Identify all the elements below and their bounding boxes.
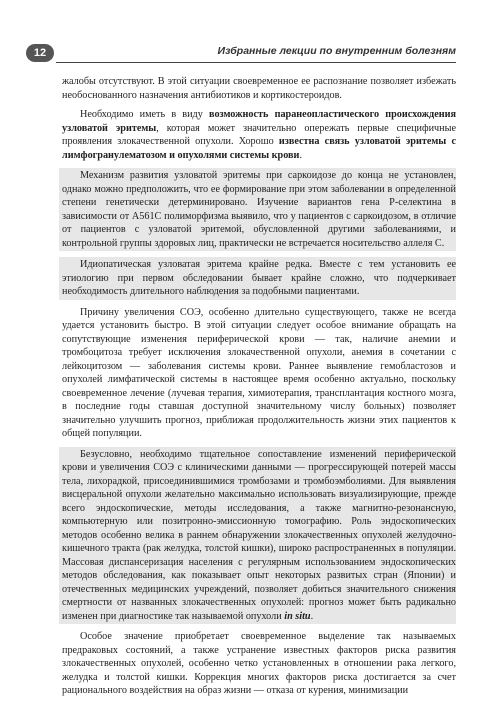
paragraph-2-text-c: .	[299, 149, 302, 161]
paragraph-3-text: Механизм развития узловатой эритемы при саркоидозе до конца не установлен, однако можно предположить, что ее формирование при этом заболевании в определенной степени генетически детерминировано. Изучение вариантов гена Р-селектина в зависимости от А561С полиморфизма выявило, что у пациентов с саркоидозом, в отличие от пациентов с узловатой эритемой, обусловленной другими заболеваниями, и контрольной группы здоровых лиц, практически не встречается носительство аллеля С.	[62, 170, 456, 249]
paragraph-2-text-b: , которая может значительно опережать первые специфичные проявления злокачественной опухоли. Хорошо	[62, 122, 456, 147]
paragraph-2	[59, 108, 456, 162]
paragraph-2-bold-a: возможность паранеопластического происхождения узловатой эритемы	[62, 109, 456, 134]
paragraph-1-text: жалобы отсутствуют. В этой ситуации своевременное ее распознание позволяет избежать необоснованного назначения антибиотиков и кортикостероидов.	[62, 76, 456, 101]
paragraph-5-text: Причину увеличения СОЭ, особенно длительно существующего, также не всегда удается установить быстро. В этой ситуации следует особое внимание обращать на сопутствующие изменения периферической крови — так, наличие анемии и тромбоцитоза требует исключения злокачественной опухоли, анемия в сочетании с лейкоцитозом — заболевания системы крови. Раннее выявление гемобластозов и опухолей лимфатической системы в настоящее время особенно актуально, поскольку своевременное лечение (лучевая терапия, химиотерапия, трансплантация костного мозга, в последние годы ставшая доступной значительному числу больных) позволяет значительно улучшить прогноз, приближая продолжительность жизни этих пациентов к общей популяции.	[62, 306, 456, 439]
main-text	[59, 75, 456, 704]
paragraph-6-end: .	[310, 610, 314, 622]
paragraph-3-shaded	[59, 168, 456, 251]
paragraph-6-shaded	[59, 447, 456, 625]
paragraph-5	[59, 306, 456, 441]
paragraph-4-text: Идиопатическая узловатая эритема крайне редка. Вместе с тем установить ее этиологию при первом обследовании бывает крайне сложно, что подчеркивает необходимость длительного наблюдения за подобными пациентами.	[62, 259, 456, 297]
paragraph-2-bold-b: известна связь узловатой эритемы с лимфогранулематозом и опухолями системы крови	[62, 136, 456, 161]
paragraph-1	[59, 75, 456, 102]
page-header	[26, 44, 456, 62]
paragraph-7-text: Особое значение приобретает своевременное выделение так называемых предраковых состояний, а также устранение известных факторов риска развития злокачественных опухолей, особенно четко установленных в отношении рака легкого, желудка и толстой кишки. Коррекция многих факторов риска достигается за счет рационального воздействия на образ жизни — отказа от курения, минимизации	[62, 631, 456, 696]
paragraph-6-text: Безусловно, необходимо тщательное сопоставление изменений периферической крови и увеличения СОЭ с клиническими данными — прогрессирующей потерей массы тела, лихорадкой, присоединившимися тромбозами и тромбоэмболиями. Для выявления висцеральной опухоли желательно максимально использовать визуализирующие, прежде всего эндоскопические, методы исследования, а также магнитно-резонансную, компьютерную или позитронно-эмиссионную томографию. Роль эндоскопических методов особенно велика в раннем обнаружении злокачественных опухолей желудочно-кишечного тракта (рак желудка, толстой кишки), широко распространенных в популяции. Массовая диспансеризация населения с регулярным использованием эндоскопических методов обследования, как показывает опыт некоторых развитых стран (Японии) и отечественных медицинских учреждений, позволяет добиться значительного снижения смертности от названных злокачественных опухолей: прогноз может быть радикально изменен при диагностике так называемой опухоли	[62, 448, 456, 622]
page-number-badge: 12	[26, 44, 54, 62]
header-rule	[56, 62, 456, 63]
paragraph-6-emphasis: in situ	[284, 610, 311, 622]
running-title: Избранные лекции по внутренним болезням	[217, 45, 456, 57]
paragraph-2-text-a: Необходимо иметь в виду	[80, 109, 210, 120]
paragraph-4-shaded	[59, 257, 456, 300]
paragraph-7	[59, 630, 456, 698]
